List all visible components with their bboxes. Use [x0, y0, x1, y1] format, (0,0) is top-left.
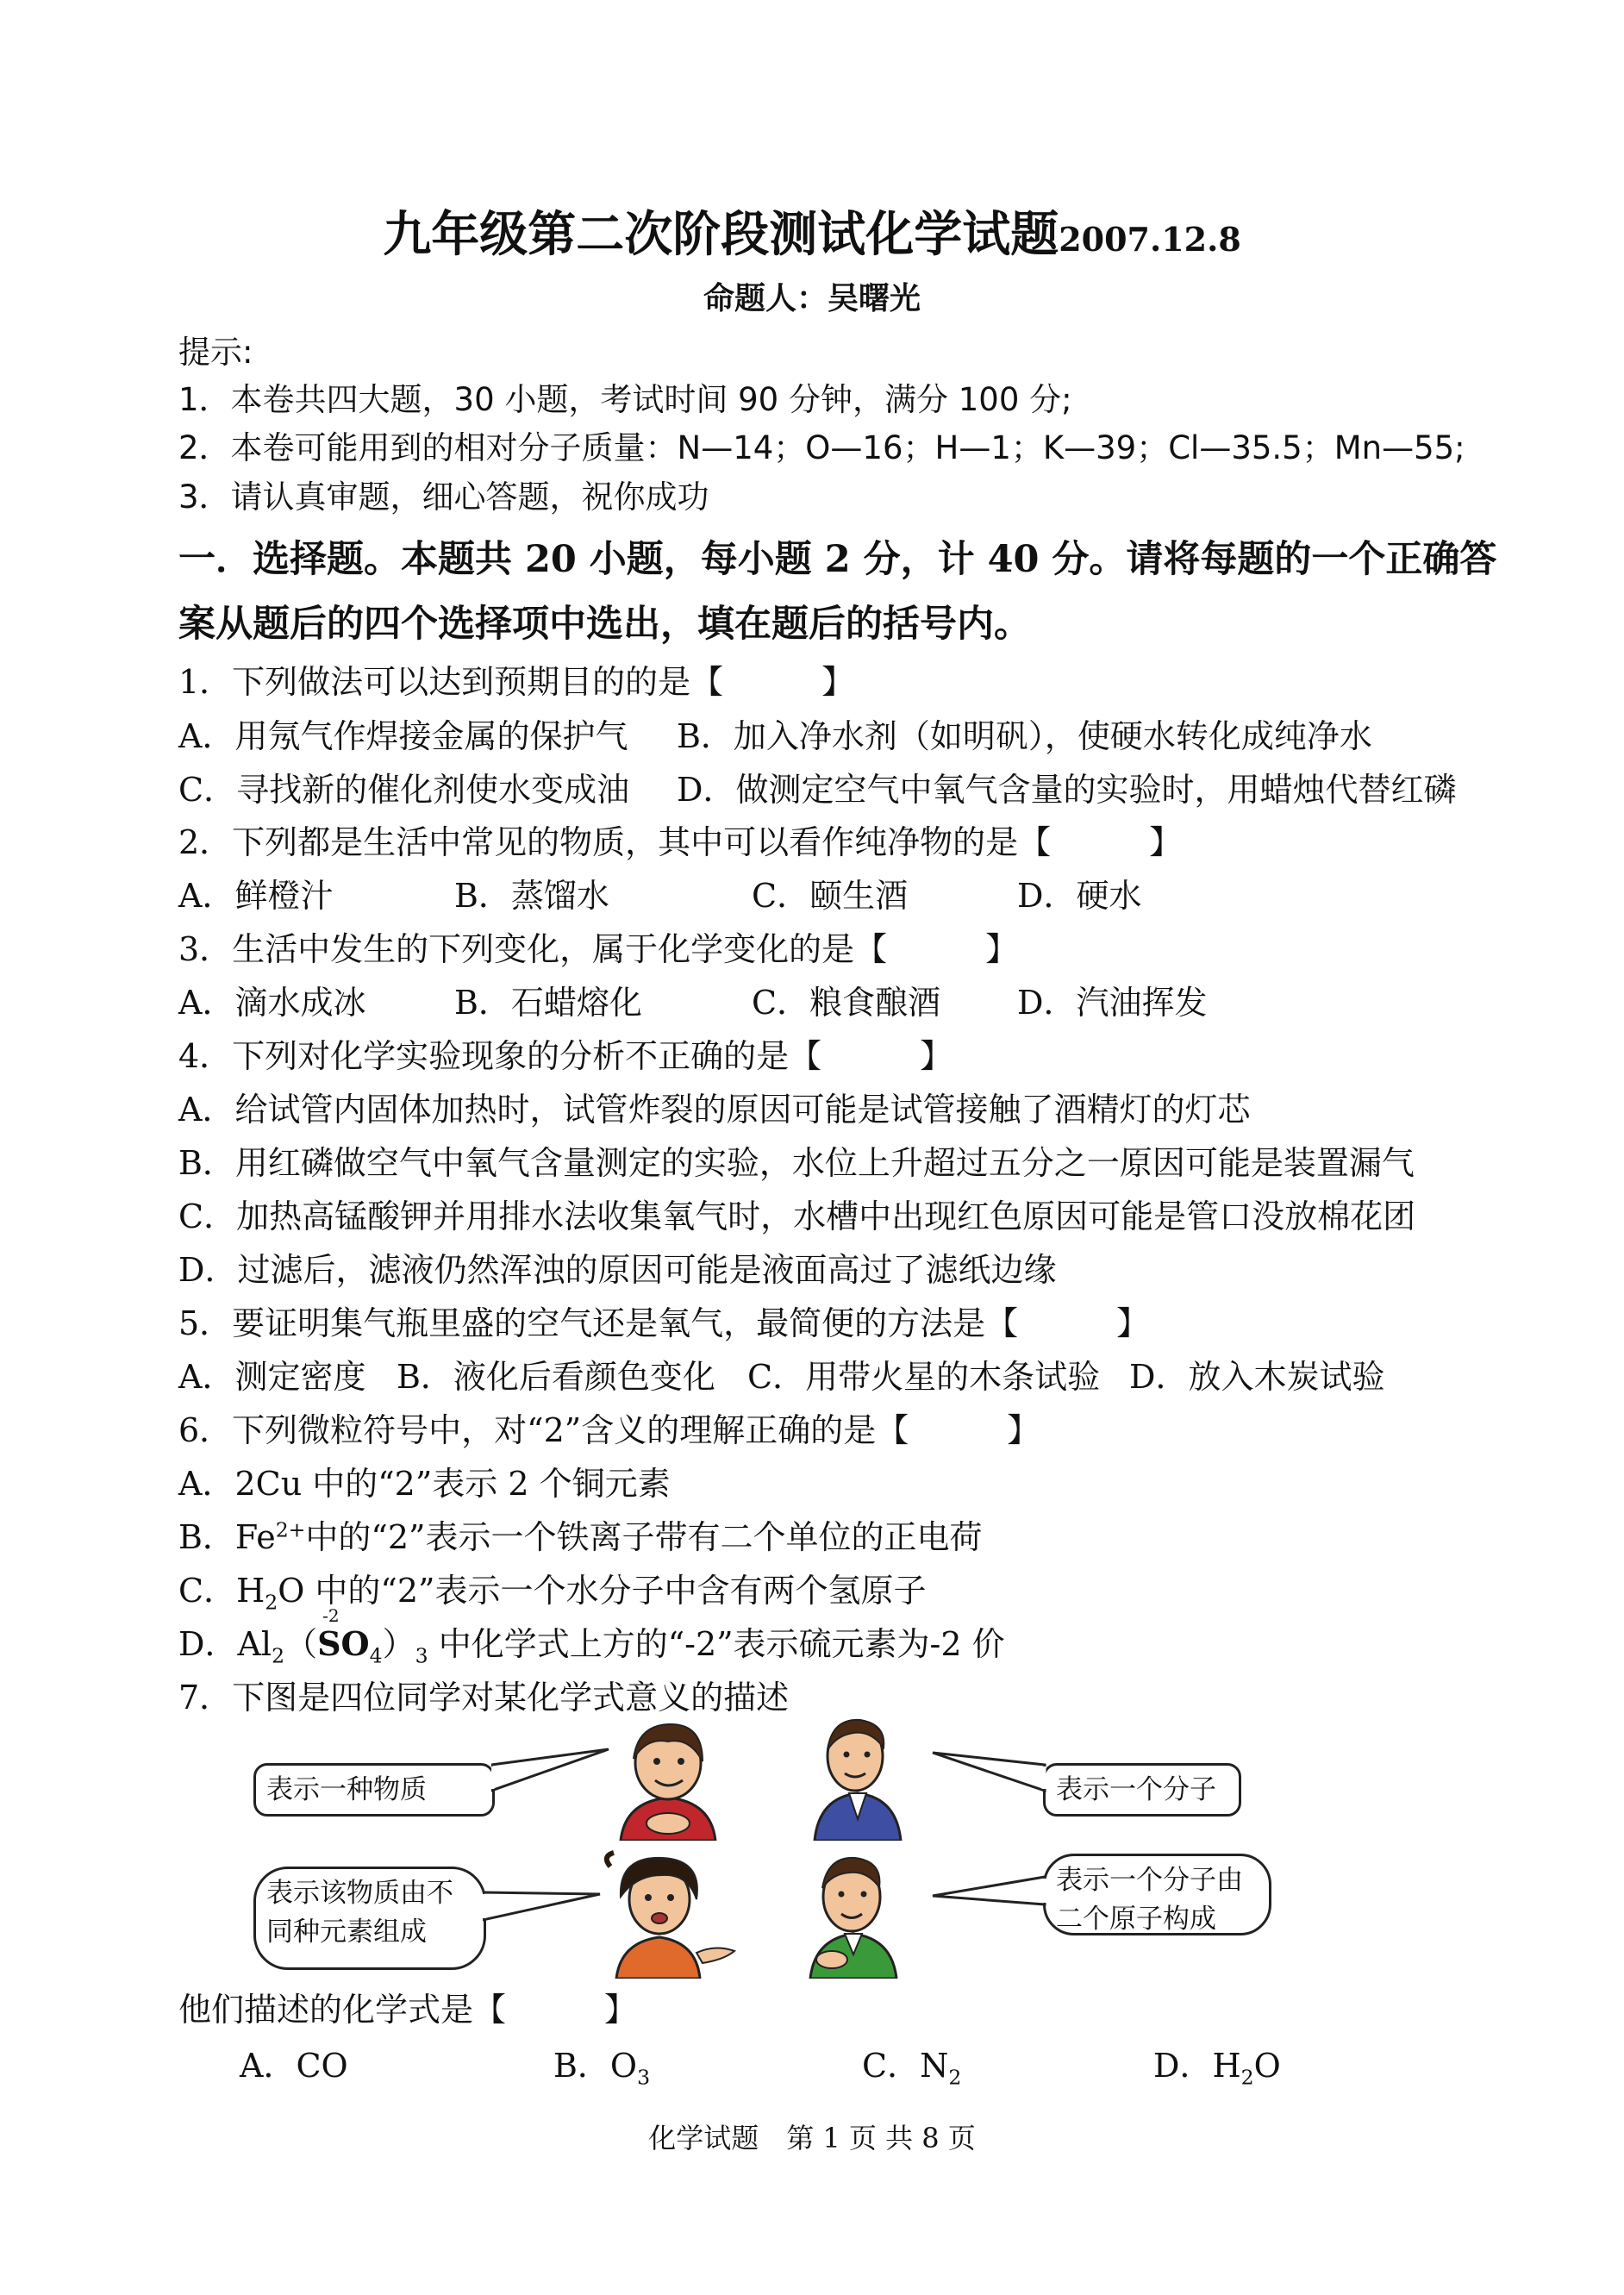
question-6-option-a: A．2Cu 中的“2”表示 2 个铜元素: [178, 1465, 671, 1503]
option-c-text: O 中的“2”表示一个水分子中含有两个氢原子: [278, 1572, 927, 1610]
question-1-option-a: A．用氖气作焊接金属的保护气: [178, 717, 628, 755]
bubble-4-tail: [931, 1865, 1046, 1925]
option-d-o: O: [1253, 2047, 1281, 2085]
option-d-text: 中化学式上方的“-2”表示硫元素为-2 价: [428, 1625, 1005, 1663]
speech-bubble-1: [253, 1763, 495, 1817]
student-boy-1-illustration: [802, 1711, 914, 1841]
page-footer: 化学试题 第 1 页 共 8 页: [648, 2122, 976, 2154]
option-c-h: C．H: [178, 1572, 265, 1610]
question-5-option-b: B．液化后看颜色变化: [397, 1358, 715, 1396]
page-title: [0, 197, 1624, 266]
question-5-option-c: C．用带火星的木条试验: [747, 1358, 1101, 1396]
question-4-option-a: A．给试管内固体加热时，试管炸裂的原因可能是试管接触了酒精灯的灯芯: [178, 1091, 1251, 1129]
option-b-fe: B．Fe: [178, 1518, 276, 1556]
speech-bubble-2: [1043, 1763, 1241, 1817]
subscript: 3: [637, 2065, 651, 2090]
question-6-stem: 6．下列微粒符号中，对“2”含义的理解正确的是【 】: [178, 1411, 1040, 1449]
speech-bubble-4: [1043, 1854, 1271, 1935]
question-7-option-a: A．CO: [240, 2047, 348, 2085]
title-text: 九年级第二次阶段测试化学试题: [383, 206, 1059, 263]
sulfate-group: [317, 1605, 370, 1663]
bubble-3-tail: [483, 1875, 603, 1935]
option-d-al: D．Al: [178, 1625, 272, 1663]
subscript: 2: [265, 1590, 278, 1615]
title-date: 2007.12.8: [1059, 220, 1241, 259]
speech-bubble-3: [253, 1867, 486, 1970]
hint-item-3: 3．请认真审题，细心答题，祝你成功: [178, 478, 709, 516]
question-6-option-d: [178, 1605, 1005, 1668]
option-b-o: B．O: [553, 2047, 638, 2085]
section1-heading-line1: 一．选择题。本题共 20 小题，每小题 2 分，计 40 分。请将每题的一个正确答: [178, 538, 1497, 581]
subscript: 2: [1240, 2065, 1254, 2090]
question-7-answer-stem: 他们描述的化学式是【 】: [178, 1991, 638, 2029]
subscript: 2: [948, 2065, 962, 2090]
question-2-option-b: B．蒸馏水: [454, 877, 609, 915]
bubble-3-text: 表示该物质由不同种元素组成: [266, 1878, 453, 1948]
q7-illustration: [241, 1711, 1362, 1987]
bubble-1-text: 表示一种物质: [266, 1774, 427, 1805]
question-2-stem: 2．下列都是生活中常见的物质，其中可以看作纯净物的是【 】: [178, 823, 1183, 861]
bubble-2-tail: [931, 1746, 1046, 1806]
subscript: 3: [415, 1643, 428, 1668]
question-1-stem: 1．下列做法可以达到预期目的的是【 】: [178, 663, 855, 701]
question-6-option-b: [178, 1510, 982, 1558]
option-c-n: C．N: [862, 2047, 949, 2085]
question-2-option-d: D．硬水: [1017, 877, 1142, 915]
hint-item-2: 2．本卷可能用到的相对分子质量：N—14；O—16；H—1；K—39；Cl—35.5；Mn—55;: [178, 429, 1465, 466]
question-5-option-a: A．测定密度: [178, 1358, 366, 1396]
paren-close: ）: [382, 1625, 415, 1663]
option-d-h: D．H: [1153, 2047, 1241, 2085]
question-3-option-a: A．滴水成冰: [178, 984, 366, 1022]
question-7-option-b: [553, 2039, 650, 2090]
hint-item-1: 1．本卷共四大题，30 小题，考试时间 90 分钟，满分 100 分;: [178, 381, 1072, 418]
question-1-option-b: B．加入净水剂（如明矾），使硬水转化成纯净水: [677, 717, 1372, 755]
question-3-option-d: D．汽油挥发: [1017, 984, 1208, 1022]
question-7-stem: 7．下图是四位同学对某化学式意义的描述: [178, 1679, 790, 1717]
question-3-option-c: C．粮食酿酒: [752, 984, 941, 1022]
question-2-option-a: A．鲜橙汁: [178, 877, 334, 915]
subscript: 4: [369, 1643, 383, 1668]
question-5-option-d: D．放入木炭试验: [1129, 1358, 1385, 1396]
question-1-option-d: D．做测定空气中氧气含量的实验时，用蜡烛代替红磷: [677, 771, 1457, 809]
question-4-option-b: B．用红磷做空气中氧气含量测定的实验，水位上升超过五分之一原因可能是装置漏气: [178, 1144, 1415, 1182]
hint-label: 提示:: [178, 334, 253, 371]
question-4-stem: 4．下列对化学实验现象的分析不正确的是【 】: [178, 1037, 953, 1075]
author-line: 命题人：吴曙光: [703, 280, 921, 316]
bubble-2-text: 表示一个分子: [1056, 1774, 1216, 1805]
question-7-option-d: [1153, 2039, 1281, 2090]
student-girl-2-illustration: [595, 1849, 741, 1979]
question-3-option-b: B．石蜡熔化: [454, 984, 642, 1022]
option-b-text: 中的“2”表示一个铁离子带有二个单位的正电荷: [305, 1518, 983, 1556]
bubble-1-tail: [491, 1746, 612, 1806]
question-2-option-c: C．颐生酒: [752, 877, 909, 915]
student-girl-1-illustration: [603, 1711, 733, 1841]
question-7-option-c: [862, 2039, 961, 2090]
question-4-option-c: C．加热高锰酸钾并用排水法收集氧气时，水槽中出现红色原因可能是管口没放棉花团: [178, 1198, 1416, 1235]
charge-superscript: 2+: [275, 1517, 306, 1542]
bubble-4-text: 表示一个分子由二个原子构成: [1056, 1865, 1243, 1935]
question-1-option-c: C．寻找新的催化剂使水变成油: [178, 771, 630, 809]
question-3-stem: 3．生活中发生的下列变化，属于化学变化的是【 】: [178, 930, 1019, 968]
section1-heading-line2: 案从题后的四个选择项中选出，填在题后的括号内。: [178, 603, 1031, 646]
question-4-option-d: D．过滤后，滤液仍然浑浊的原因可能是液面高过了滤纸边缘: [178, 1251, 1057, 1289]
subscript: 2: [272, 1643, 285, 1668]
valence-mark: -2: [322, 1605, 340, 1626]
question-6-option-c: [178, 1564, 926, 1615]
so-symbol: SO: [317, 1624, 370, 1663]
question-5-stem: 5．要证明集气瓶里盛的空气还是氧气，最简便的方法是【 】: [178, 1304, 1150, 1342]
student-boy-2-illustration: [793, 1849, 922, 1979]
paren-open: （: [284, 1625, 318, 1663]
